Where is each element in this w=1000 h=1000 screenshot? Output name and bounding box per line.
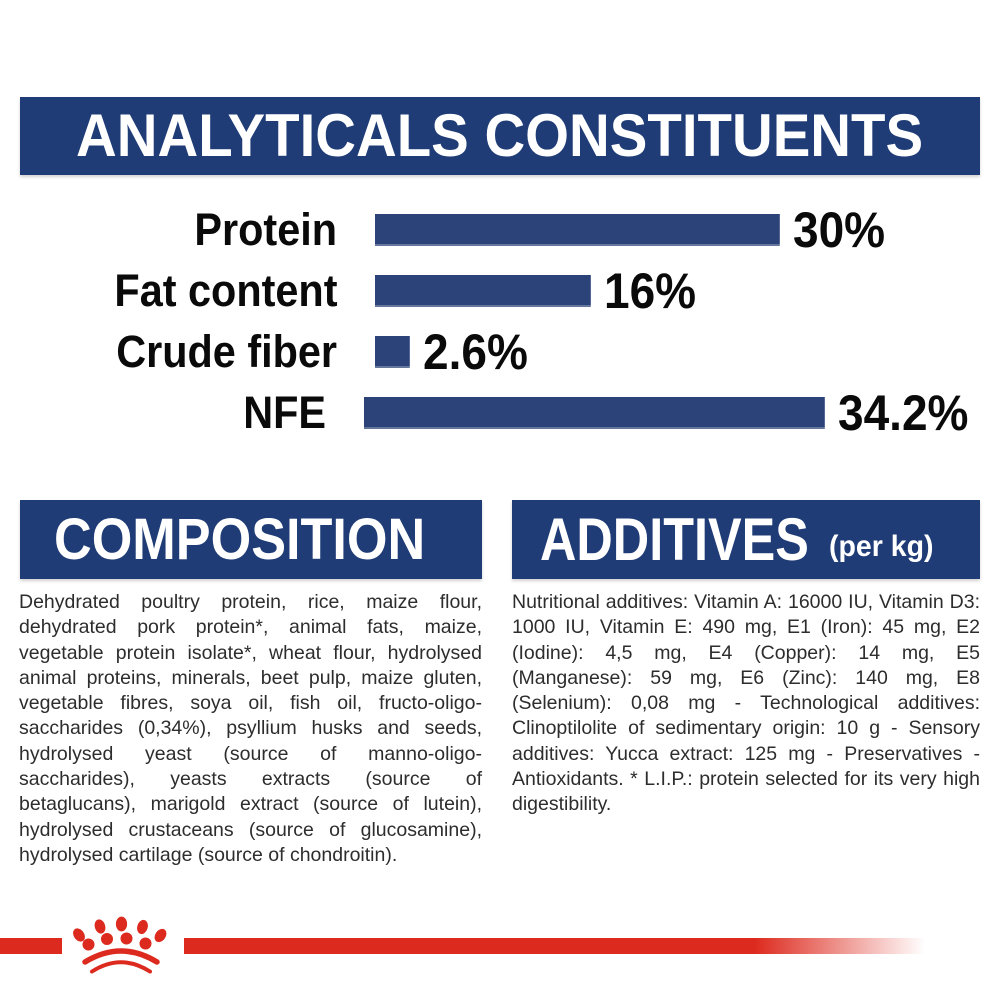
- chart-category-label: Crude fiber: [116, 326, 337, 377]
- chart-value-label: 2.6%: [423, 323, 528, 380]
- analytical-constituents-title: ANALYTICALS CONSTITUENTS: [76, 102, 924, 169]
- composition-text: Dehydrated poultry protein, rice, maize flour, dehydrated pork protein*, animal fats, maize, vegetable protein isolate*, wheat flour, hydrolysed animal proteins, minerals, beet pulp, maize gluten, vegetable fibres, soya oil, fish oil, fructo-oligo-saccharides (0,34%), psyllium husks and seeds, hydrolysed yeast (source of manno-oligo-saccharides), yeasts extracts (source of betaglucans), marigold extract (source of lutein), hydrolysed crustaceans (source of glucosamine), hydrolysed cartilage (source of chondroitin).: [19, 591, 482, 866]
- chart-category-label: NFE: [242, 387, 326, 438]
- red-band-left-segment: [0, 938, 62, 954]
- chart-category-label: Fat content: [113, 265, 337, 316]
- additives-title-suffix: (per kg): [829, 529, 934, 563]
- chart-category-label: Protein: [194, 204, 337, 255]
- chart-row-crude-fiber: [20, 321, 980, 382]
- chart-value-label: 30%: [793, 201, 886, 258]
- additives-text: Nutritional additives: Vitamin A: 16000 IU, Vitamin D3: 1000 IU, Vitamin E: 490 mg, E1 (Iron): 45 mg, E2 (Iodine): 4,5 mg, E4 (Copper): 14 mg, E5 (Manganese): 59 mg, E6 (Zinc): 140 mg, E8 (Selenium): 0,08 mg - Technological additives: Clinoptilolite of sedimentary origin: 10 g - Sensory additives: Yucca extract: 125 mg - Preservatives - Antioxidants. * L.I.P.: protein selected for its very high digestibility.: [512, 591, 980, 816]
- chart-value-label: 34.2%: [838, 384, 969, 441]
- chart-row-nfe: [20, 382, 980, 443]
- crown-paw-logo-icon: [70, 915, 174, 977]
- composition-title: COMPOSITION: [54, 506, 426, 572]
- chart-bar: [375, 214, 780, 246]
- chart-value-label: 16%: [604, 262, 697, 319]
- composition-banner: [20, 500, 482, 579]
- chart-row-fat-content: [20, 260, 980, 321]
- chart-row-protein: [20, 199, 980, 260]
- chart-bar: [375, 336, 410, 368]
- chart-bar: [375, 275, 591, 307]
- analytical-constituents-banner: [20, 97, 980, 175]
- nutrition-bar-chart: [20, 199, 980, 443]
- red-band-fading: [184, 938, 925, 954]
- chart-bar: [364, 397, 826, 429]
- additives-title: ADDITIVES: [540, 505, 809, 573]
- additives-banner: [512, 500, 980, 579]
